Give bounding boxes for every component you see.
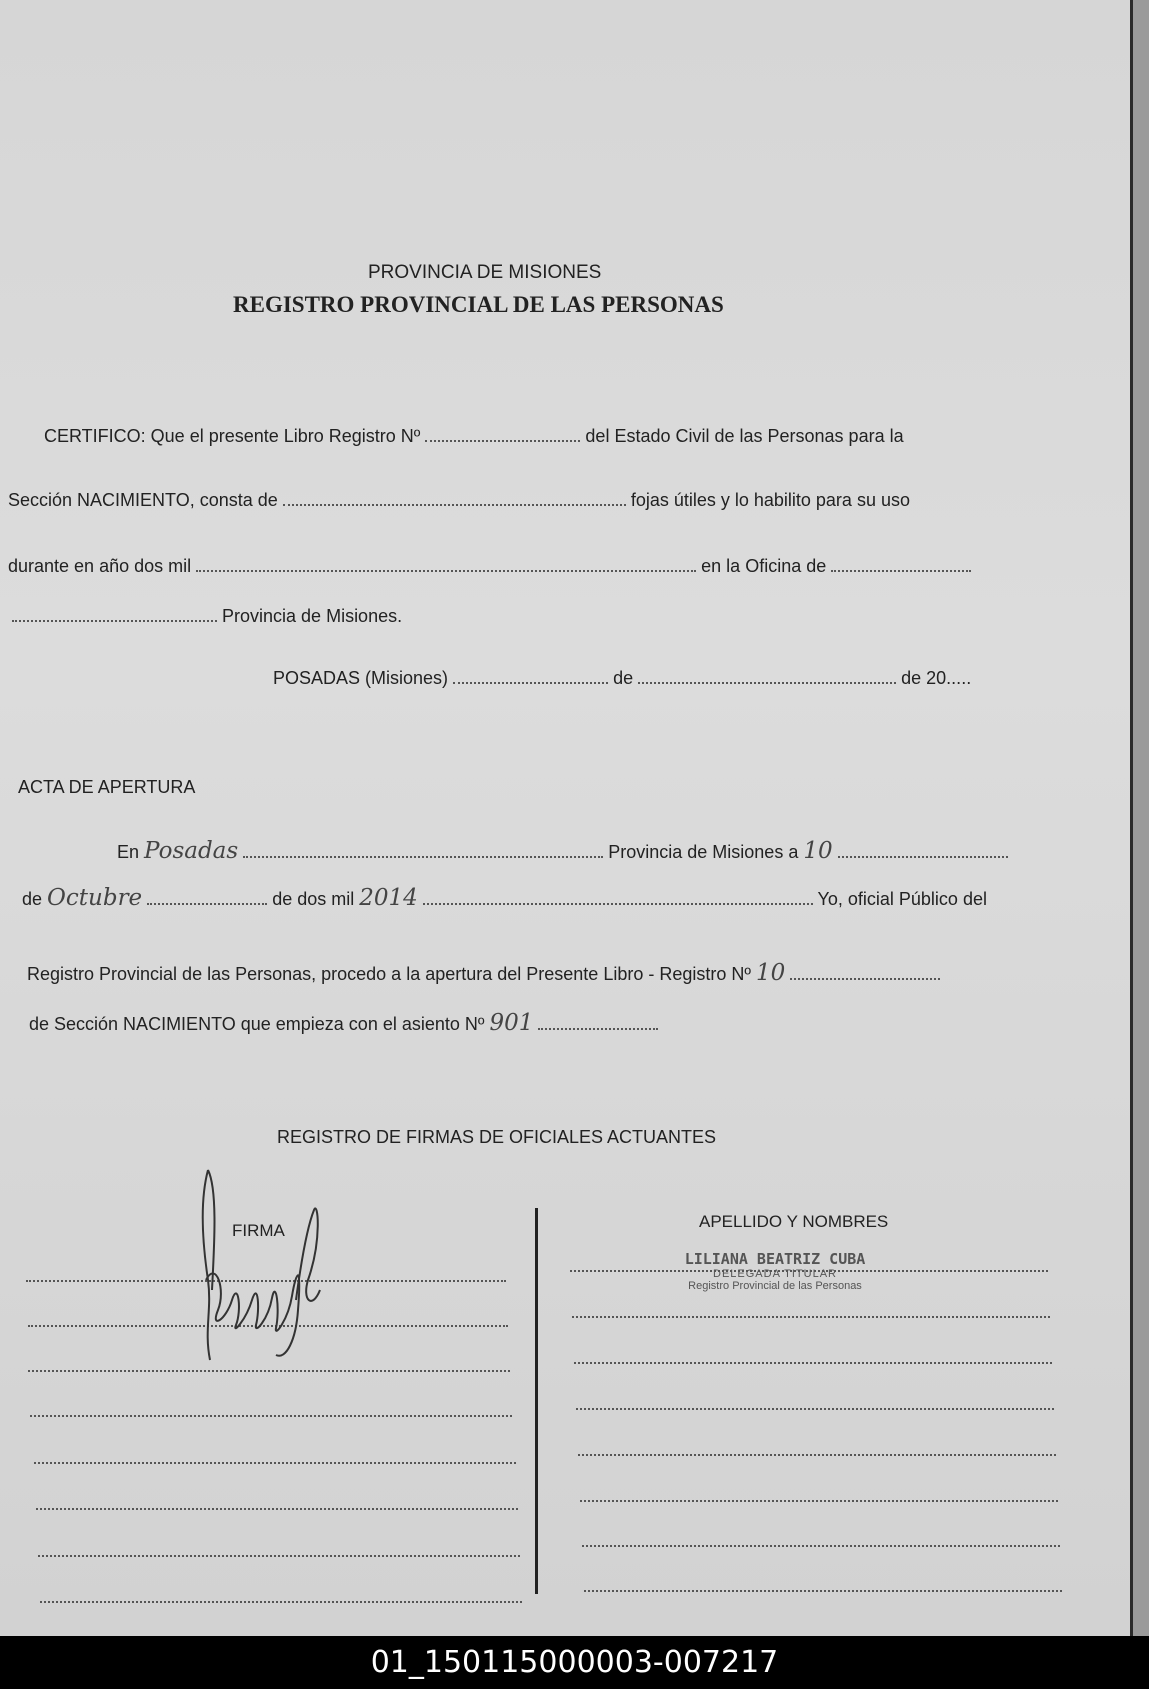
year-blank-acta — [423, 903, 813, 905]
asiento-text: de Sección NACIMIENTO que empieza con el asiento Nº — [29, 1014, 485, 1034]
nombres-row-line — [584, 1590, 1062, 1592]
certifico-text-2a: Sección NACIMIENTO, consta de — [8, 490, 278, 510]
certifico-date-line — [273, 668, 971, 689]
firma-row-line — [30, 1415, 512, 1417]
month-blank — [638, 682, 896, 684]
nombres-row-line — [572, 1316, 1050, 1318]
year-suffix: de 20..... — [901, 668, 972, 688]
acta-line-1 — [117, 838, 1008, 864]
stamp-name: LILIANA BEATRIZ CUBA — [684, 1250, 866, 1268]
day-blank — [453, 682, 608, 684]
acta-title: ACTA DE APERTURA — [18, 777, 196, 797]
province-heading: PROVINCIA DE MISIONES — [368, 262, 602, 283]
certifico-text-4: Provincia de Misiones. — [222, 606, 403, 626]
acta-line-3 — [27, 960, 940, 986]
posadas-label: POSADAS (Misiones) — [273, 668, 449, 688]
nombres-row-line — [582, 1545, 1060, 1547]
certifico-text-1a: CERTIFICO: Que el presente Libro Registro Nº — [44, 426, 421, 446]
dos-mil-label: de dos mil — [272, 889, 355, 909]
fojas-blank — [283, 504, 626, 506]
certifico-line-2 — [8, 490, 910, 511]
libro-number-blank — [425, 440, 580, 442]
day-blank-acta — [838, 856, 1008, 858]
stamp-role: DELEGADA TITULAR — [713, 1268, 837, 1280]
firma-row-line — [28, 1370, 510, 1372]
column-divider — [535, 1208, 538, 1594]
year-handwritten: 2014 — [359, 885, 418, 911]
registro-blank — [790, 978, 940, 980]
certifico-line-3 — [8, 556, 971, 577]
certifico-text-2b: fojas útiles y lo habilito para su uso — [630, 490, 910, 510]
provincia-label: Provincia de Misiones a — [608, 842, 799, 862]
month-handwritten: Octubre — [47, 885, 143, 911]
month-blank-acta — [147, 903, 267, 905]
certifico-text-3a: durante en año dos mil — [8, 556, 192, 576]
firmas-title: REGISTRO DE FIRMAS DE OFICIALES ACTUANTES — [277, 1127, 717, 1147]
day-handwritten: 10 — [803, 838, 833, 864]
city-handwritten: Posadas — [144, 838, 239, 864]
en-label: En — [117, 842, 140, 862]
de-label: de — [613, 668, 634, 688]
registro-text: Registro Provincial de las Personas, procedo a la apertura del Presente Libro - Registro Nº — [27, 964, 751, 984]
asiento-number-handwritten: 901 — [489, 1010, 534, 1036]
certifico-text-1b: del Estado Civil de las Personas para la — [585, 426, 904, 446]
firma-column-header: FIRMA — [232, 1221, 285, 1240]
firma-row-line — [34, 1462, 516, 1464]
yo-label: Yo, oficial Público del — [817, 889, 987, 909]
registro-number-handwritten: 10 — [755, 960, 786, 986]
acta-line-2 — [22, 885, 987, 911]
certifico-line-4 — [12, 606, 402, 627]
certifico-line-1 — [44, 426, 904, 447]
year-blank — [196, 570, 696, 572]
firma-row-line — [36, 1508, 518, 1510]
firma-row-line — [38, 1555, 520, 1557]
city-blank — [243, 856, 603, 858]
handwritten-signature — [196, 1160, 336, 1365]
acta-line-4 — [29, 1010, 658, 1036]
certifico-text-3b: en la Oficina de — [701, 556, 827, 576]
firma-row-line — [40, 1601, 522, 1603]
document-id-bar: 01_150115000003-007217 — [0, 1636, 1149, 1689]
nombres-row-line — [576, 1408, 1054, 1410]
oficina-blank-2 — [12, 620, 217, 622]
oficina-blank — [831, 570, 971, 572]
nombres-row-line — [580, 1500, 1058, 1502]
nombres-column-header: APELLIDO Y NOMBRES — [699, 1212, 889, 1231]
nombres-row-line — [574, 1362, 1052, 1364]
stamp-org: Registro Provincial de las Personas — [688, 1280, 862, 1292]
asiento-blank — [538, 1028, 658, 1030]
nombres-row-line — [578, 1454, 1056, 1456]
registry-heading: REGISTRO PROVINCIAL DE LAS PERSONAS — [233, 292, 724, 317]
official-stamp — [650, 1250, 900, 1292]
de-month-label: de — [22, 889, 43, 909]
